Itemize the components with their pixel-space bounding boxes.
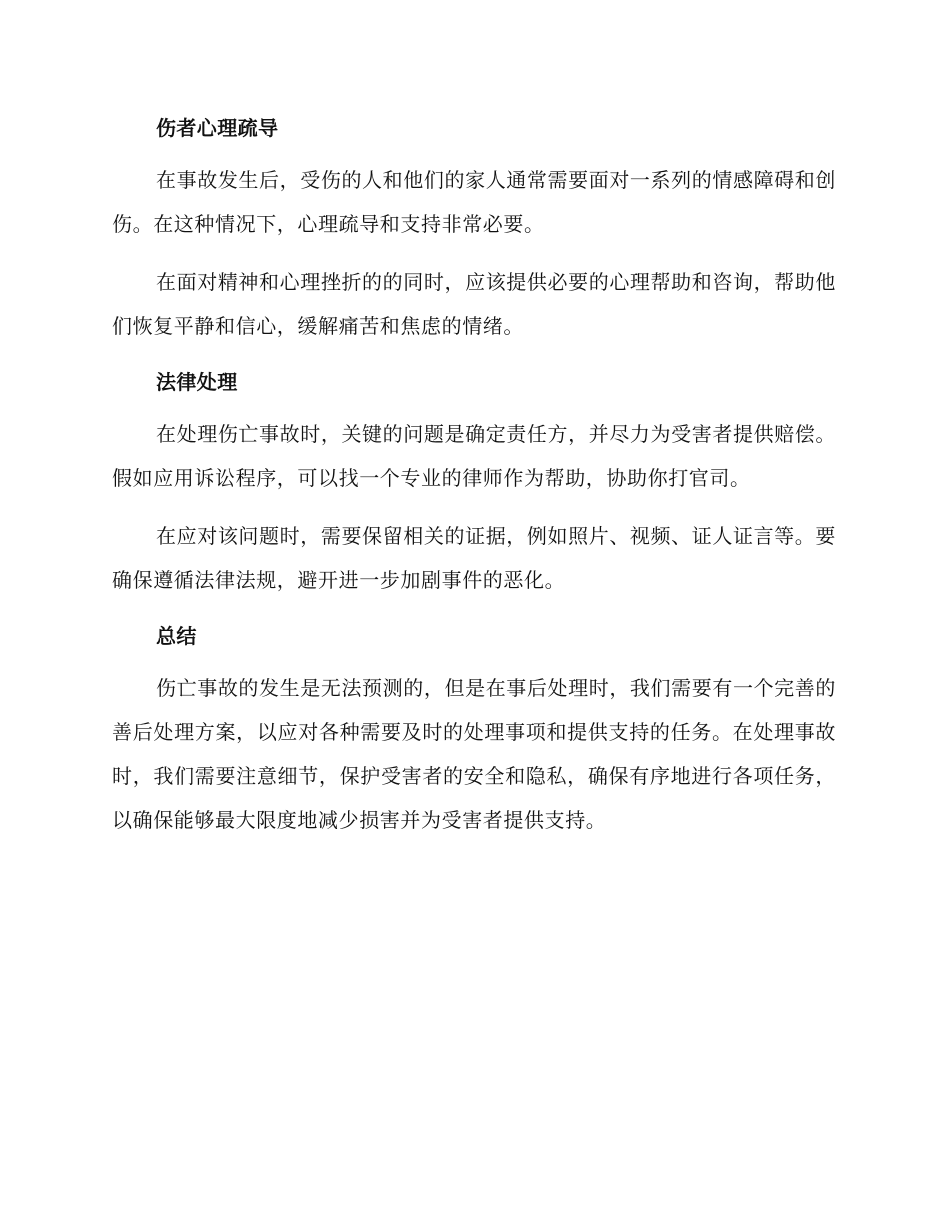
document-body — [112, 110, 836, 842]
paragraph: 在事故发生后，受伤的人和他们的家人通常需要面对一系列的情感障碍和创伤。在这种情况下，心理疏导和支持非常必要。 — [112, 168, 836, 236]
paragraph: 伤亡事故的发生是无法预测的，但是在事后处理时，我们需要有一个完善的善后处理方案，以应对各种需要及时的处理事项和提供支持的任务。在处理事故时，我们需要注意细节，保护受害者的安全和隐私，确保有序地进行各项任务，以确保能够最大限度地减少损害并为受害者提供支持。 — [112, 676, 836, 832]
section-heading-psychological-counseling: 伤者心理疏导 — [156, 116, 279, 140]
section-heading-summary: 总结 — [156, 624, 197, 648]
paragraph: 在处理伤亡事故时，关键的问题是确定责任方，并尽力为受害者提供赔偿。假如应用诉讼程序，可以找一个专业的律师作为帮助，协助你打官司。 — [112, 422, 836, 490]
paragraph: 在面对精神和心理挫折的的同时，应该提供必要的心理帮助和咨询，帮助他们恢复平静和信心，缓解痛苦和焦虑的情绪。 — [112, 270, 836, 338]
section-heading-legal-handling: 法律处理 — [156, 370, 238, 394]
paragraph: 在应对该问题时，需要保留相关的证据，例如照片、视频、证人证言等。要确保遵循法律法规，避开进一步加剧事件的恶化。 — [112, 524, 836, 592]
